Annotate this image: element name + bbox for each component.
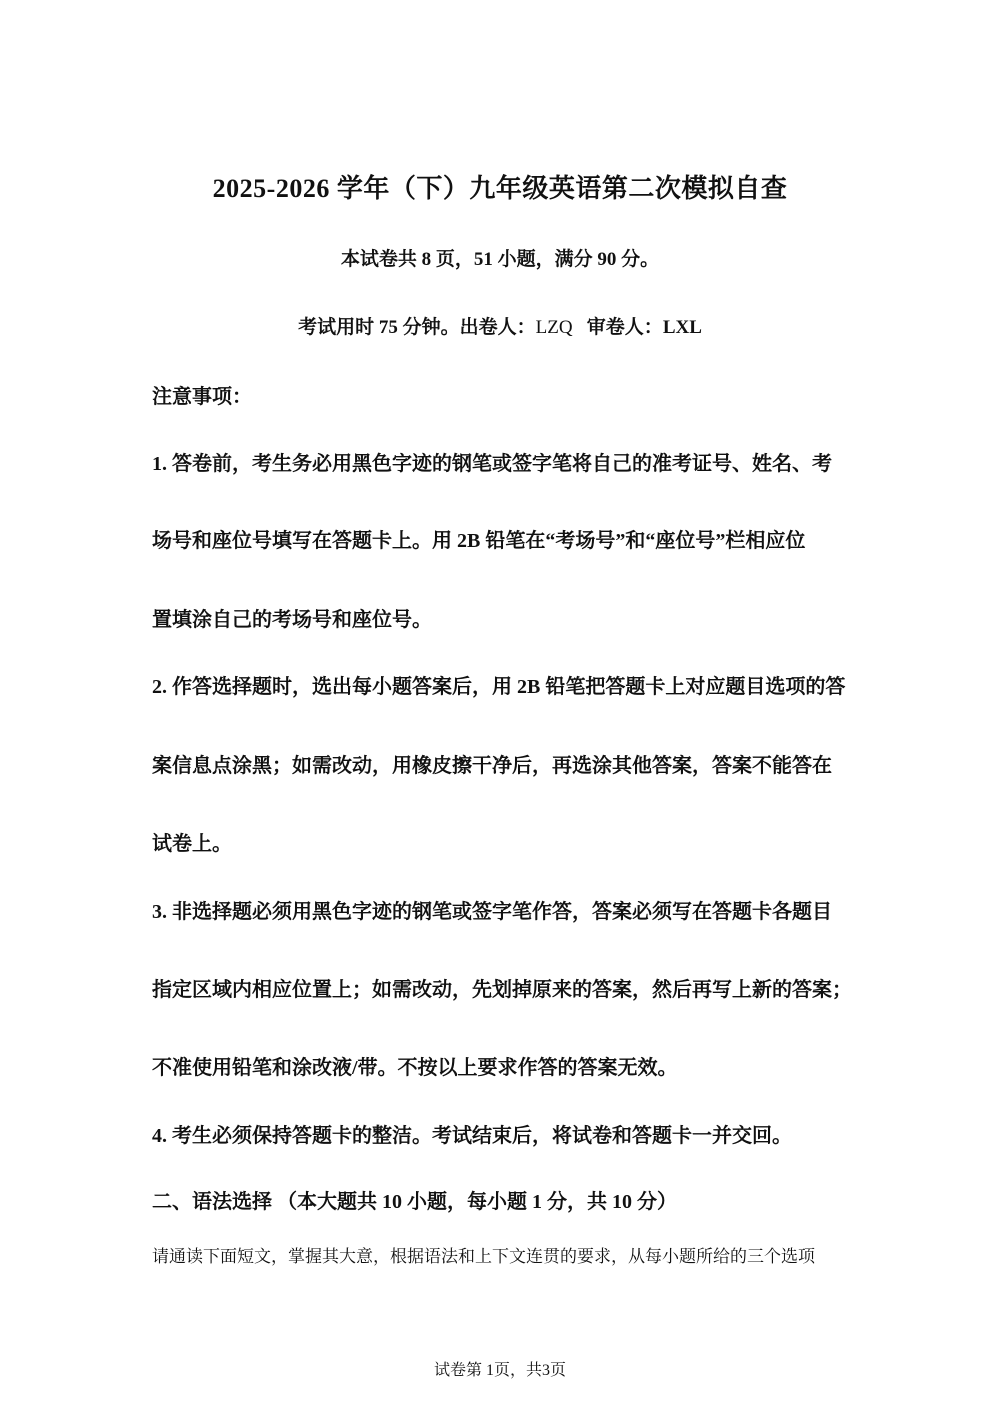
notice-line: 2. 作答选择题时，选出每小题答案后，用 2B 铅笔把答题卡上对应题目选项的答 — [152, 676, 846, 698]
reviewer-label: 审卷人： — [586, 317, 663, 338]
exam-time-line — [0, 312, 1000, 339]
exam-info-line: 本试卷共 8 页，51 小题，满分 90 分。 — [340, 249, 660, 270]
page-footer: 试卷第 1页，共3页 — [433, 1362, 566, 1379]
notice-line: 不准使用铅笔和涂改液/带。不按以上要求作答的答案无效。 — [152, 1057, 678, 1079]
notice-line: 场号和座位号填写在答题卡上。用 2B 铅笔在“考场号”和“座位号”栏相应位 — [152, 530, 806, 552]
time-and-author-label: 考试用时 75 分钟。出卷人： — [298, 317, 536, 338]
section-instruction: 请通读下面短文，掌握其大意，根据语法和上下文连贯的要求，从每小题所给的三个选项 — [152, 1247, 815, 1266]
page-title: 2025-2026 学年（下）九年级英语第二次模拟自查 — [212, 174, 788, 203]
notice-line: 1. 答卷前，考生务必用黑色字迹的钢笔或签字笔将自己的准考证号、姓名、考 — [152, 453, 832, 475]
notice-line: 3. 非选择题必须用黑色字迹的钢笔或签字笔作答，答案必须写在答题卡各题目 — [152, 901, 832, 923]
notice-line: 置填涂自己的考场号和座位号。 — [152, 609, 432, 631]
notice-line: 案信息点涂黑；如需改动，用橡皮擦干净后，再选涂其他答案，答案不能答在 — [152, 755, 832, 777]
reviewer-name: LXL — [662, 317, 702, 338]
notice-line: 指定区域内相应位置上；如需改动，先划掉原来的答案，然后再写上新的答案； — [152, 979, 852, 1001]
notice-line: 试卷上。 — [152, 833, 232, 855]
section-title: 二、语法选择 （本大题共 10 小题，每小题 1 分，共 10 分） — [152, 1191, 677, 1213]
notice-line: 4. 考生必须保持答题卡的整洁。考试结束后，将试卷和答题卡一并交回。 — [152, 1125, 792, 1147]
author-name: LZQ — [535, 317, 573, 338]
notice-heading: 注意事项： — [152, 386, 252, 408]
